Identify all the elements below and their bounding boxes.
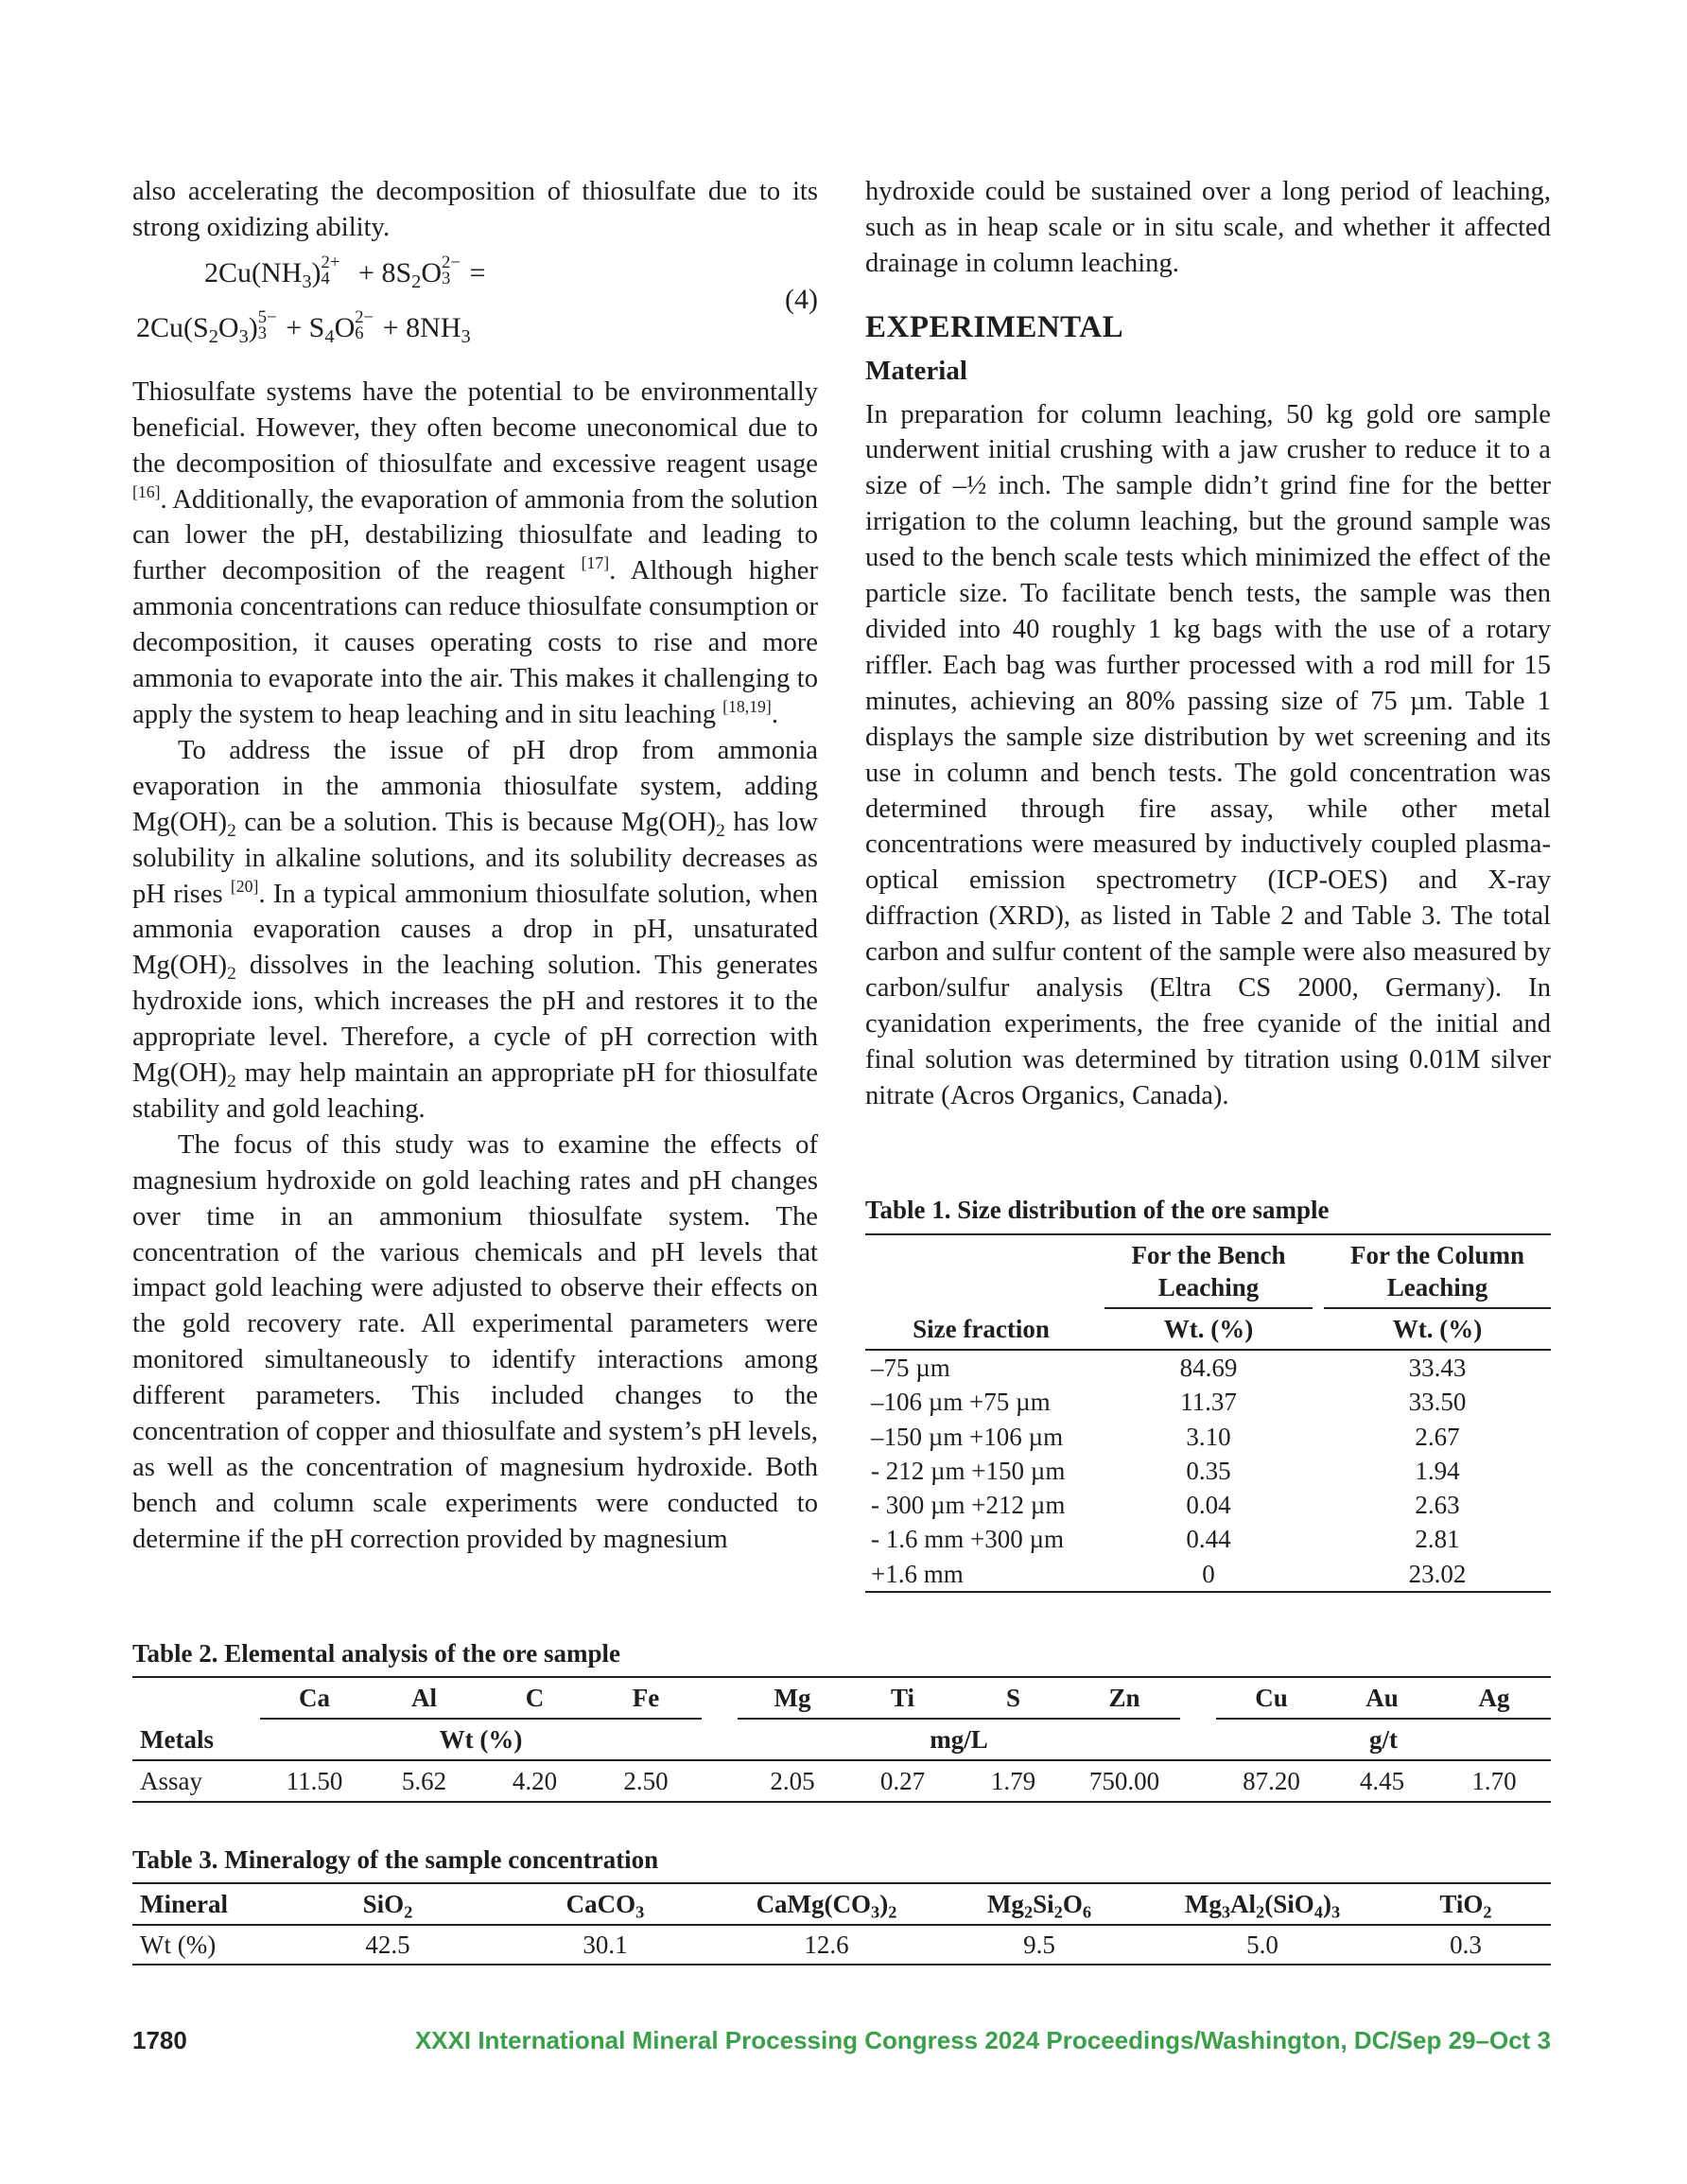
table1-group-column: For the Column Leaching [1324,1234,1551,1308]
table1-cell-size: –75 µm [871,1354,950,1382]
table1-row [865,1350,1551,1385]
table1-cell-size: –150 µm +106 µm [871,1422,1064,1451]
table2-assay-value: 0.27 [879,1767,926,1795]
mineral-mg2si2o6: $Mg_2Si_2O_6$ [986,1890,1092,1922]
table2-element-header: Zn [1108,1684,1140,1712]
citation: [18,19] [722,696,772,716]
spacer [1097,1522,1104,1556]
table2-element-header: Cu [1255,1684,1288,1712]
equation-4: $2Cu(NH_3)$ 2+ 4 + $8S_2O$ 2− 3 = $2Cu(S_2O_3)$ 5− 3 + $S_4O$ 2− 6 + $8NH_3$ (4) [136,253,818,347]
spacer [1313,1420,1324,1454]
spacer [1097,1350,1104,1385]
table2-unit-gt: g/t [1216,1719,1551,1760]
spacer [1097,1488,1104,1522]
table1-cell-size: +1.6 mm [871,1559,964,1588]
table2-element-header: Ag [1478,1684,1510,1712]
table2-caption: Table 2. Elemental analysis of the ore sample [132,1639,621,1668]
spacer [1097,1557,1104,1592]
table2-row-label-assay: Assay [140,1767,202,1795]
paragraph-thiosulfate-systems: Thiosulfate systems have the potential to be environmentally beneficial. However, they often become uneconomical due to the decomposition of thiosulfate and excessive reagent usage [16]. Additionally, the evaporation of ammonia from the solution can lower the pH, destabilizing thiosulfate and leading to further decomposition of the reagent [17]. Although higher ammonia concentrations can reduce thiosulfate consumption or decomposition, it causes operating costs to rise and more ammonia to evaporate into the air. This makes it challenging to apply the system to heap leaching and in situ leaching [18,19]. [132,376,818,729]
paragraph-continuation: also accelerating the decomposition of thiosulfate due to its strong oxidizing ability. [132,177,818,242]
mineral-camg-co3-2: $CaMg(CO_3)_2$ [756,1890,897,1922]
paragraph-ph-drop: To address the issue of pH drop from ammonia evaporation in the ammonia thiosulfate system, adding $Mg(OH)_2$ can be a solution. This is because $Mg(OH)_2$ has low solubility in alkaline solutions, and its solubility decreases as pH rises [20]. In a typical ammonium thiosulfate solution, when ammonia evaporation causes a drop in pH, unsaturated $Mg(OH)_2$ dissolves in the leaching solution. This generates hydroxide ions, which increases the pH and restores it to the appropriate level. Therefore, a cycle of pH correction with $Mg(OH)_2$ may help maintain an appropriate pH for thiosulfate stability and gold leaching. [132,735,818,1124]
table2-assay-value: 1.70 [1471,1767,1517,1795]
table2-assay-value: 2.05 [770,1767,815,1795]
table2-element-header: S [1005,1684,1021,1712]
mineral-mg3al2-sio4-3: $Mg_3Al_2(SiO_4)_3$ [1184,1890,1341,1922]
page-number: 1780 [132,2026,187,2054]
table1-cell-column: 2.63 [1415,1491,1460,1520]
table1-cell-column: 1.94 [1415,1456,1460,1485]
table1-header-bench: Wt. (%) [1163,1315,1254,1343]
table1-row [865,1522,1551,1556]
table3 [132,1882,1551,1966]
table1-cell-bench: 0.35 [1186,1456,1231,1485]
table1-caption: Table 1. Size distribution of the ore sample [865,1196,1330,1224]
table3-value: 9.5 [1023,1931,1055,1959]
table3-caption: Table 3. Mineralogy of the sample concentration [132,1845,659,1874]
table1-cell-bench: 3.10 [1186,1422,1231,1451]
table1-cell-bench: 0.44 [1186,1525,1231,1554]
table3-value: 30.1 [583,1931,628,1959]
table2-assay-value: 2.50 [623,1767,669,1795]
table1-cell-size: - 300 µm +212 µm [871,1491,1066,1520]
table1-group-bench: For the Bench Leaching [1104,1234,1313,1308]
table1-cell-column: 33.43 [1408,1354,1467,1382]
table1-cell-size: –106 µm +75 µm [871,1388,1051,1417]
table1-cell-bench: 84.69 [1179,1354,1238,1382]
right-column [865,174,1551,1114]
left-column [132,174,818,1558]
equation-number: (4) [785,283,818,315]
paragraph-study-focus: The focus of this study was to examine the effects of magnesium hydroxide on gold leaching rates and pH changes over time in an ammonium thiosulfate system. The concentration of the various chemicals and pH levels that impact gold leaching were adjusted to observe their effects on the gold recovery rate. All experimental parameters were monitored simultaneously to identify interactions among different parameters. This included changes to the concentration of copper and thiosulfate and system’s pH levels, as well as the concentration of magnesium hydroxide. Both bench and column scale experiments were conducted to determine if the pH correction provided by magnesium [132,1129,818,1554]
table2-element-header: Ca [299,1684,330,1712]
table2-unit-mgl: mg/L [738,1719,1180,1760]
spacer [1097,1420,1104,1454]
citation: [20] [230,876,259,896]
table2-element-header: C [525,1684,545,1712]
mineral-tio2: TiO$_2$ [1439,1890,1492,1922]
table2-element-header: Ti [890,1684,915,1712]
table1-cell-bench: 0 [1202,1559,1215,1588]
table2-row-label-metals: Metals [140,1724,214,1754]
spacer [1313,1488,1324,1522]
citation: [16] [132,481,161,501]
table3-value: 5.0 [1246,1931,1278,1959]
table3-value: 42.5 [365,1931,410,1959]
table3-row-label: Wt (%) [140,1931,217,1959]
table2-assay-value: 4.20 [512,1767,558,1795]
table1-cell-column: 2.67 [1415,1422,1460,1451]
table1-row [865,1420,1551,1454]
table2-element-header: Al [411,1684,437,1712]
running-footer: XXXI International Mineral Processing Congress 2024 Proceedings/Washington, DC/Sep 29–Oct 3 [414,2026,1551,2054]
table1-cell-size: - 1.6 mm +300 µm [871,1525,1065,1554]
mineral-caco3: CaCO$_3$ [565,1890,645,1922]
table1-row [865,1454,1551,1488]
table2-assay-value: 750.00 [1088,1767,1160,1795]
paragraph-continuation: hydroxide could be sustained over a long period of leaching, such as in heap scale or in situ scale, and whether it affected drainage in column leaching. [865,177,1551,278]
table1-row [865,1385,1551,1419]
spacer [1313,1557,1324,1592]
table3-value: 12.6 [804,1931,849,1959]
spacer [1313,1522,1324,1556]
table1-row [865,1488,1551,1522]
table2-assay-value: 11.50 [286,1767,343,1795]
section-heading: EXPERIMENTAL [865,309,1124,344]
mineral-sio2: SiO$_2$ [362,1890,413,1922]
paragraph-material: In preparation for column leaching, 50 kg gold ore sample underwent initial crushing with a jaw crusher to reduce it to a size of –½ inch. The sample didn’t grind fine for the better irrigation to the column leaching, but the ground sample was used to the bench scale tests which minimized the effect of the particle size. To facilitate bench tests, the sample was then divided into 40 roughly 1 kg bags with the use of a rotary riffler. Each bag was further processed with a rod mill for 15 minutes, achieving an 80% passing size of 75 µm. Table 1 displays the sample size distribution by wet screening and its use in column and bench tests. The gold concentration was determined through fire assay, while other metal concentrations were measured by inductively coupled plasma-optical emission spectrometry (ICP-OES) and X-ray diffraction (XRD), as listed in Table 2 and Table 3. The total carbon and sulfur content of the sample were also measured by carbon/sulfur analysis (Eltra CS 2000, Germany). In cyanidation experiments, the free cyanide of the initial and final solution was determined by titration using 0.01M silver nitrate (Acros Organics, Canada). [865,399,1551,1110]
spacer [1313,1385,1324,1419]
spacer [1313,1454,1324,1488]
table2-assay-value: 5.62 [401,1767,447,1795]
table2-element-header: Au [1365,1684,1399,1712]
table2-assay-value: 1.79 [990,1767,1036,1795]
subsection-heading: Material [865,355,967,386]
spacer [1097,1454,1104,1488]
table2 [132,1676,1551,1803]
table1 [865,1233,1551,1593]
table1-cell-column: 2.81 [1415,1525,1460,1554]
table3-header-mineral: Mineral [140,1890,228,1918]
table2-unit-wt: Wt (%) [260,1719,702,1760]
table1-row [865,1557,1551,1592]
table1-cell-bench: 0.04 [1186,1491,1231,1520]
table1-cell-bench: 11.37 [1180,1388,1237,1417]
table3-value: 0.3 [1450,1931,1482,1959]
table1-header-column: Wt. (%) [1392,1315,1483,1343]
table1-cell-column: 23.02 [1408,1559,1467,1588]
table1-cell-size: - 212 µm +150 µm [871,1456,1066,1485]
table2-assay-value: 87.20 [1243,1767,1300,1795]
table1-cell-column: 33.50 [1408,1388,1467,1417]
table2-element-header: Fe [632,1684,660,1712]
spacer [1097,1385,1104,1419]
citation: [17] [581,553,610,573]
table1-header-size: Size fraction [913,1314,1050,1343]
spacer [1313,1350,1324,1385]
table2-element-header: Mg [774,1684,811,1712]
table2-assay-value: 4.45 [1359,1767,1405,1795]
